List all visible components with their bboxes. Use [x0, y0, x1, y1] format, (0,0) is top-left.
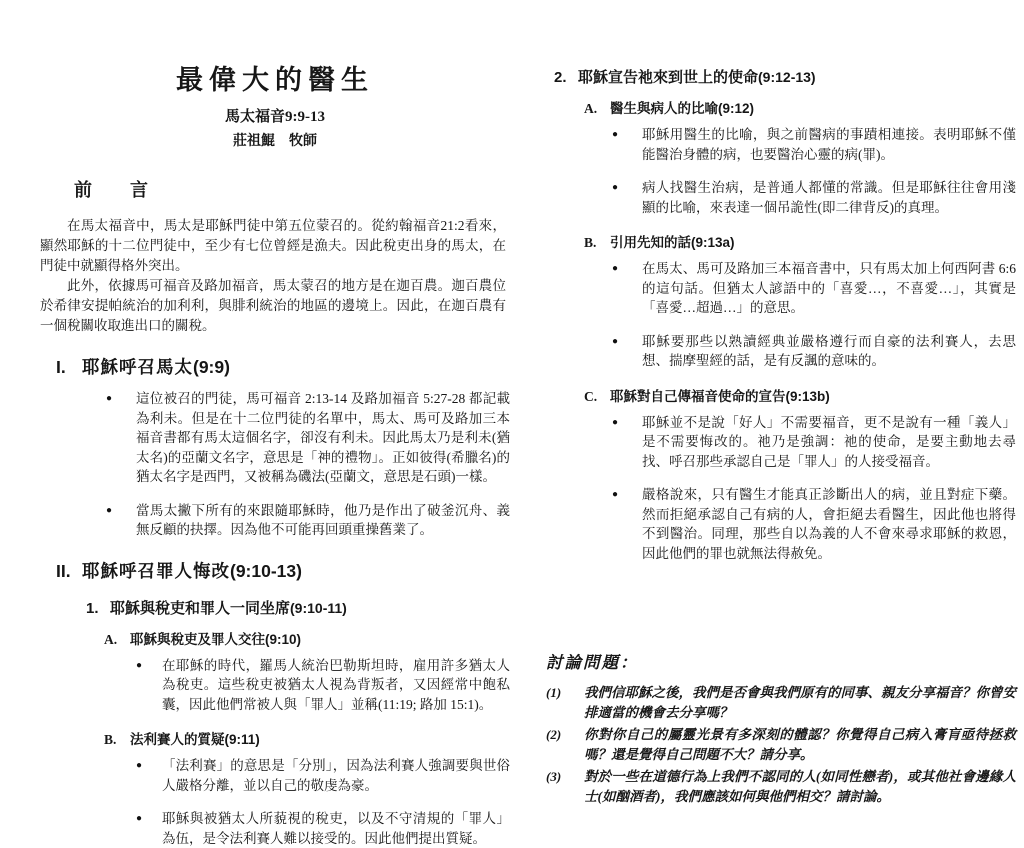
bullet-text: 嚴格說來，只有醫生才能真正診斷出人的病，並且對症下藥。然而拒絕承認自己有病的人，會拒絕去看醫生，因此他也將得不到醫治。同理，那些自以為義的人不會來尋求耶穌的救恩，因此他們的罪也就無法得赦免。	[642, 487, 1016, 561]
question-text: 對於一些在道德行為上我們不認同的人(如同性戀者)，或其他社會邊緣人士(如酗酒者)，我們應該如何與他們相交？請討論。	[584, 769, 1016, 804]
question-number: (3)	[546, 769, 562, 784]
bullet-icon: ●	[612, 335, 619, 347]
preface-paragraph: 此外，依據馬可福音及路加福音，馬太蒙召的地方是在迦百農。迦百農位於希律安提帕統治的加利利，與腓利統治的地區的邊境上。因此，在迦百農有一個稅關收取進出口的關稅。	[40, 278, 506, 333]
left-column	[40, 58, 510, 846]
outline-item-1b	[104, 728, 510, 748]
bullet-icon: ●	[106, 393, 113, 404]
discussion-heading: 討論問題：	[546, 653, 639, 672]
section-number: I.	[56, 357, 66, 377]
bullet-item	[136, 656, 510, 715]
outline-item-1	[86, 597, 510, 618]
verse-reference: (9:10-13)	[230, 560, 302, 581]
discussion-section	[546, 649, 1016, 807]
item-letter: A.	[104, 631, 118, 647]
section-number: II.	[56, 560, 71, 581]
bullet-item	[612, 413, 1016, 472]
bullet-item	[612, 485, 1016, 563]
preface-section	[40, 176, 510, 336]
bullet-item	[106, 389, 510, 487]
bullet-icon: ●	[612, 182, 619, 193]
bullet-text: 這位被召的門徒，馬可福音 2:13-14 及路加福音 5:27-28 都記載為利未。但是在十二位門徒的名單中，馬太、馬可及路加三本福音書都有馬太這個名字，卻沒有利未。因此馬太乃是利未(猶太名)的亞蘭文名字，意思是「神的禮物」。正如彼得(希臘名)的猶太名字是西門，又被稱為磯法(亞蘭文，意思是石頭)一樣。	[136, 391, 510, 484]
bullet-item	[612, 178, 1016, 217]
item-number: 2.	[554, 69, 567, 86]
bullet-item	[612, 259, 1016, 318]
section-title: 耶穌呼召罪人悔改	[82, 560, 230, 581]
bullet-icon: ●	[612, 489, 619, 500]
discussion-question	[546, 767, 1016, 807]
section-title: 耶穌呼召馬太	[82, 357, 193, 377]
section-heading-1	[56, 354, 510, 379]
verse-reference: (9:13a)	[691, 235, 735, 250]
bullet-icon: ●	[136, 659, 143, 671]
item-letter: B.	[584, 235, 597, 250]
outline-item-2a	[584, 97, 1016, 117]
page-title: 最偉大的醫生	[176, 65, 374, 95]
item-letter: C.	[584, 388, 598, 404]
bullet-icon: ●	[612, 416, 619, 428]
bullet-text: 在馬太、馬可及路加三本福音書中，只有馬太加上何西阿書 6:6 的這句話。但猶太人諺語中的「喜愛…，不喜愛…」，其實是「喜愛…超過…」的意思。	[642, 261, 1016, 315]
verse-reference: (9:13b)	[785, 388, 830, 404]
bullet-text: 耶穌要那些以熟讀經典並嚴格遵行而自豪的法利賽人，去思想、揣摩聖經的話，是有反諷的意味的。	[642, 333, 1016, 368]
verse-reference: (9:12-13)	[758, 69, 816, 85]
bullet-text: 當馬太撇下所有的來跟隨耶穌時，他乃是作出了破釜沉舟、義無反顧的抉擇。因為他不可能再回頭重操舊業了。	[136, 502, 510, 537]
title-block	[40, 58, 510, 150]
bullet-text: 在耶穌的時代，羅馬人統治巴勒斯坦時，雇用許多猶太人為稅吏。這些稅吏被猶太人視為背叛者，又因經常中飽私囊，因此他們常被人與「罪人」並稱(11:19; 路加 15:1)。	[162, 657, 510, 712]
bullet-icon: ●	[612, 263, 619, 274]
bullet-text: 耶穌用醫生的比喻，與之前醫病的事蹟相連接。表明耶穌不僅能醫治身體的病，也要醫治心靈的病(罪)。	[642, 127, 1016, 162]
item-title: 耶穌宣告祂來到世上的使命	[578, 70, 759, 86]
bullet-item	[136, 809, 510, 848]
verse-reference: (9:10-11)	[290, 599, 347, 616]
bullet-text: 「法利賽」的意思是「分別」，因為法利賽人強調要與世俗人嚴格分離，並以自己的敬虔為豪。	[162, 758, 510, 793]
item-title: 耶穌與稅吏及罪人交往	[130, 631, 265, 647]
item-title: 耶穌與稅吏和罪人一同坐席	[110, 600, 291, 617]
bullet-text: 耶穌並不是說「好人」不需要福音，更不是說有一種「義人」是不需要悔改的。祂乃是強調：祂的使命，是要主動地去尋找、呼召那些承認自己是「罪人」的人接受福音。	[642, 414, 1016, 469]
bullet-text: 病人找醫生治病，是普通人都懂的常識。但是耶穌往往會用淺顯的比喻，來表達一個吊詭性(即二律背反)的真理。	[642, 180, 1016, 215]
verse-reference: (9:11)	[224, 732, 260, 747]
bullet-item	[612, 332, 1016, 371]
item-letter: A.	[584, 101, 598, 116]
verse-reference: (9:12)	[718, 101, 755, 116]
outline-item-2c	[584, 385, 1016, 405]
bullet-icon: ●	[106, 504, 113, 516]
bullet-icon: ●	[612, 129, 619, 140]
item-title: 法利賽人的質疑	[130, 732, 225, 747]
outline-item-2b	[584, 231, 1016, 251]
outline-item-1a	[104, 628, 510, 648]
discussion-question	[546, 725, 1016, 765]
bullet-icon: ●	[136, 813, 143, 824]
bullet-text: 耶穌與被猶太人所藐視的稅吏，以及不守清規的「罪人」為伍，是令法利賽人難以接受的。因此他們提出質疑。	[162, 811, 510, 846]
item-title: 醫生與病人的比喻	[610, 101, 718, 116]
question-number: (2)	[546, 727, 562, 742]
item-number: 1.	[86, 599, 99, 617]
question-text: 你對你自己的屬靈光景有多深刻的體認？你覺得自己病入膏肓亟待拯救嗎？還是覺得自己問題不大？請分享。	[584, 727, 1016, 762]
preface-paragraph: 在馬太福音中，馬太是耶穌門徒中第五位蒙召的。從約翰福音21:2看來，顯然耶穌的十二位門徒中，至少有七位曾經是漁夫。因此稅吏出身的馬太，在門徒中就顯得格外突出。	[40, 218, 506, 273]
scripture-reference: 馬太福音9:9-13	[225, 109, 325, 125]
author-name: 莊祖鯤 牧師	[233, 134, 317, 149]
question-number: (1)	[546, 685, 562, 700]
right-column	[546, 58, 1016, 804]
question-text: 我們信耶穌之後，我們是否會與我們原有的同事、親友分享福音？你曾安排適當的機會去分享嗎？	[584, 685, 1016, 720]
verse-reference: (9:10)	[265, 631, 302, 647]
preface-heading: 前 言	[74, 180, 158, 200]
item-title: 耶穌對自己傳福音使命的宣告	[610, 388, 786, 404]
bullet-item	[612, 125, 1016, 164]
bullet-item	[106, 501, 510, 540]
section-heading-2	[56, 558, 510, 583]
item-letter: B.	[104, 732, 117, 747]
bullet-item	[136, 756, 510, 795]
bullet-icon: ●	[136, 760, 143, 771]
discussion-question	[546, 683, 1016, 723]
verse-reference: (9:9)	[193, 357, 230, 377]
item-title: 引用先知的話	[610, 235, 691, 250]
outline-item-2	[554, 66, 1016, 87]
